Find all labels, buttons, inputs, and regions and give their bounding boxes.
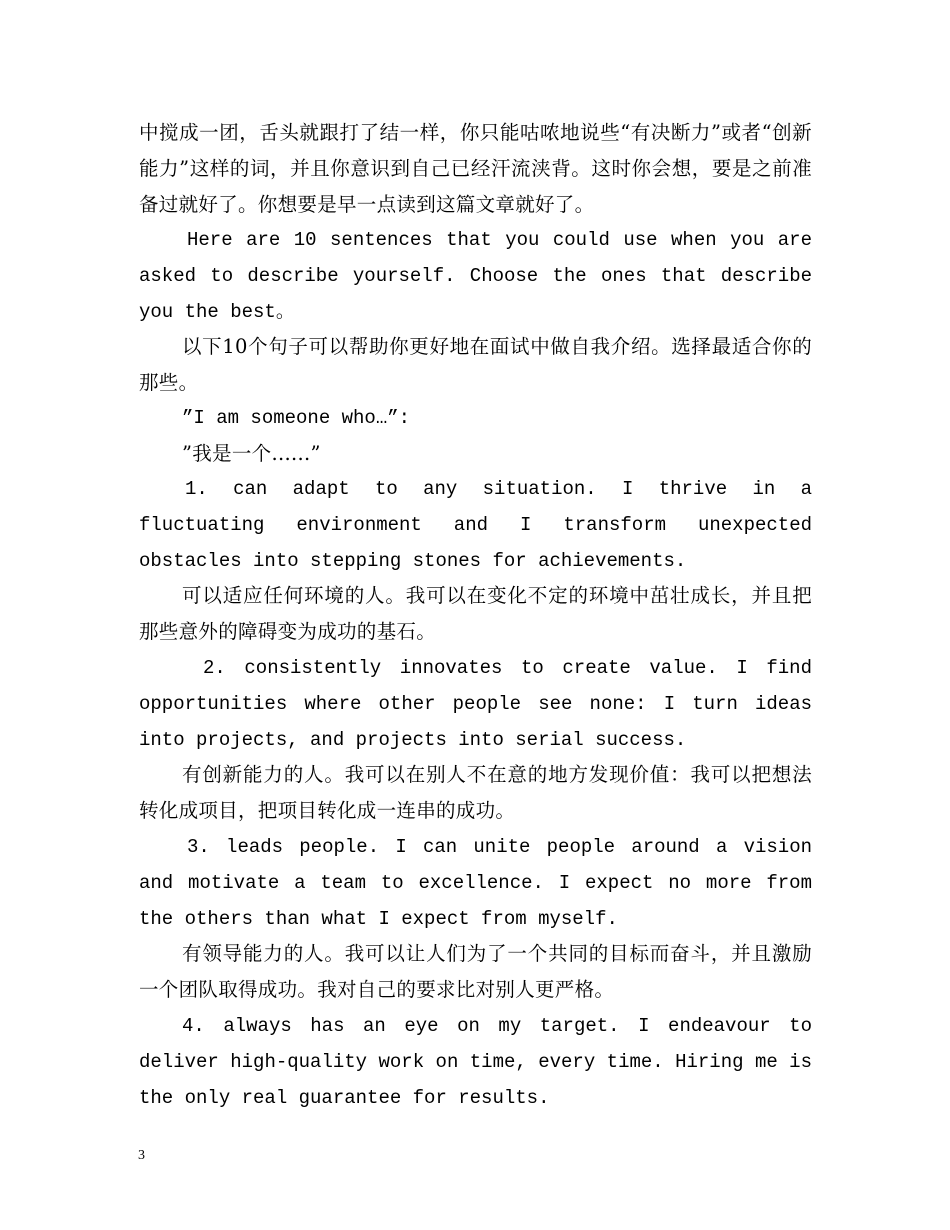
paragraph-item-4-english: 4. always has an eye on my target. I endeavour to deliver high-quality work on time, every time. Hiring me is the only real guarantee for results.: [139, 1015, 812, 1109]
paragraph-item-2-english: 2. consistently innovates to create value. I find opportunities where other people see none: I turn ideas into projects, and projects into serial success.: [139, 657, 812, 751]
paragraph-item-3-chinese: 有领导能力的人。我可以让人们为了一个共同的目标而奋斗，并且激励一个团队取得成功。我对自己的要求比对别人更严格。: [139, 942, 812, 1001]
paragraph-intro-chinese: 以下10个句子可以帮助你更好地在面试中做自我介绍。选择最适合你的那些。: [139, 335, 812, 394]
paragraph-prompt-english: ”I am someone who…”:: [182, 407, 411, 429]
paragraph-item-2-chinese: 有创新能力的人。我可以在别人不在意的地方发现价值：我可以把想法转化成项目，把项目转化成一连串的成功。: [139, 763, 812, 822]
paragraph-item-1-english: 1. can adapt to any situation. I thrive in a fluctuating environment and I transform unexpected obstacles into stepping stones for achievements.: [139, 478, 812, 572]
paragraph-interview-nerves: 中搅成一团，舌头就跟打了结一样，你只能咕哝地说些“有决断力”或者“创新能力”这样的词，并且你意识到自己已经汗流浃背。这时你会想，要是之前准备过就好了。你想要是早一点读到这篇文章就好了。: [139, 121, 812, 216]
page-number: 3: [138, 1148, 145, 1163]
paragraph-item-3-english: 3. leads people. I can unite people around a vision and motivate a team to excellence. I expect no more from the others than what I expect from myself.: [139, 836, 812, 930]
paragraph-item-1-chinese: 可以适应任何环境的人。我可以在变化不定的环境中茁壮成长，并且把那些意外的障碍变为成功的基石。: [139, 584, 812, 643]
paragraph-prompt-chinese: ”我是一个......”: [182, 442, 321, 465]
paragraph-intro-english: Here are 10 sentences that you could use when you are asked to describe yourself. Choose the ones that describe you the best。: [139, 229, 812, 323]
